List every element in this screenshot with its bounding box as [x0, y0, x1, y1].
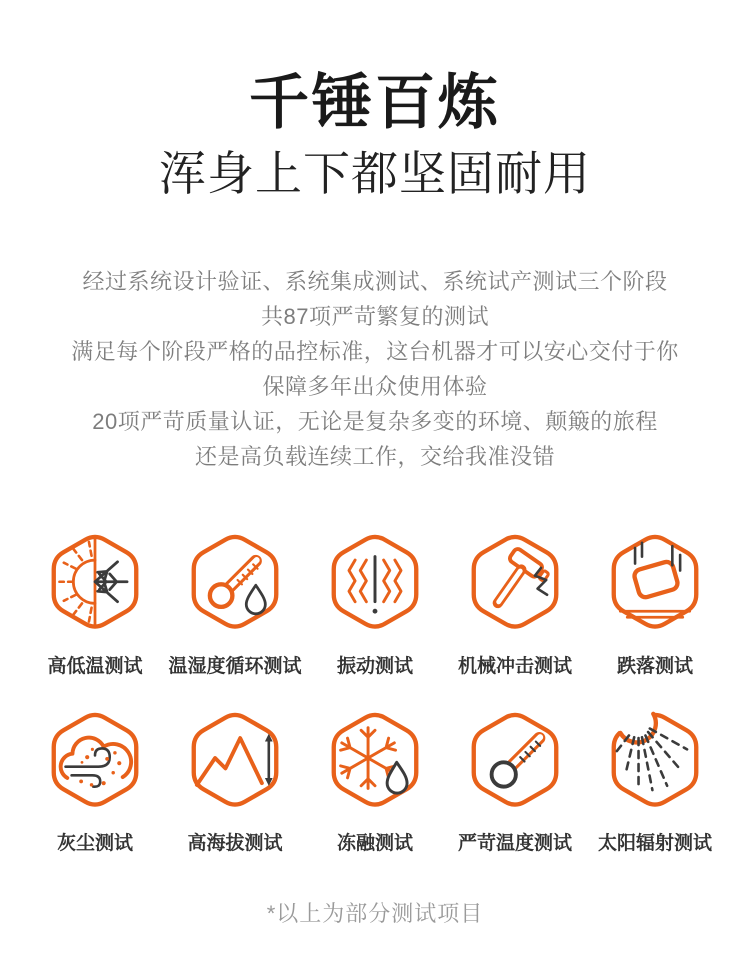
page-title: 千锤百炼 [249, 69, 501, 136]
test-item [588, 528, 722, 678]
intro-line: 满足每个阶段严格的品控标准，这台机器才可以安心交付于你 [71, 339, 679, 364]
test-item [168, 706, 302, 856]
test-item [28, 706, 162, 856]
test-label: 严苛温度测试 [457, 833, 572, 854]
intro-line: 保障多年出众使用体验 [262, 374, 488, 399]
test-item [28, 528, 162, 678]
test-label: 振动测试 [336, 655, 413, 677]
test-label: 机械冲击测试 [457, 655, 572, 677]
mechanical-shock-icon [463, 528, 567, 636]
test-label: 太阳辐射测试 [597, 833, 712, 854]
intro-line: 20项严苛质量认证，无论是复杂多变的环境、颠簸的旅程 [92, 409, 658, 434]
dust-icon [43, 706, 147, 814]
test-label: 灰尘测试 [56, 833, 133, 854]
tests-row-1 [0, 528, 750, 678]
test-label: 高低温测试 [47, 655, 143, 677]
harsh-temperature-icon [463, 706, 567, 814]
vibration-icon [323, 528, 427, 636]
intro-paragraph [0, 264, 750, 474]
test-item [588, 706, 722, 856]
intro-line: 还是高负载连续工作，交给我准没错 [194, 444, 555, 469]
test-label: 温湿度循环测试 [168, 655, 302, 677]
intro-line: 共87项严苛繁复的测试 [261, 304, 489, 329]
freeze-thaw-icon [323, 706, 427, 814]
hot-cold-icon [43, 528, 147, 636]
test-item [448, 706, 582, 856]
test-label: 跌落测试 [616, 655, 693, 677]
test-item [168, 528, 302, 678]
drop-icon [603, 528, 707, 636]
test-item [308, 528, 442, 678]
intro-line: 经过系统设计验证、系统集成测试、系统试产测试三个阶段 [82, 269, 668, 294]
solar-radiation-icon [603, 706, 707, 814]
temp-humidity-cycle-icon [183, 528, 287, 636]
test-label: 高海拔测试 [187, 833, 283, 854]
tests-row-2 [0, 706, 750, 856]
high-altitude-icon [183, 706, 287, 814]
test-label: 冻融测试 [336, 833, 413, 854]
page-subtitle: 浑身上下都坚固耐用 [159, 147, 591, 200]
test-item [308, 706, 442, 856]
test-item [448, 528, 582, 678]
footnote: *以上为部分测试项目 [266, 901, 484, 926]
